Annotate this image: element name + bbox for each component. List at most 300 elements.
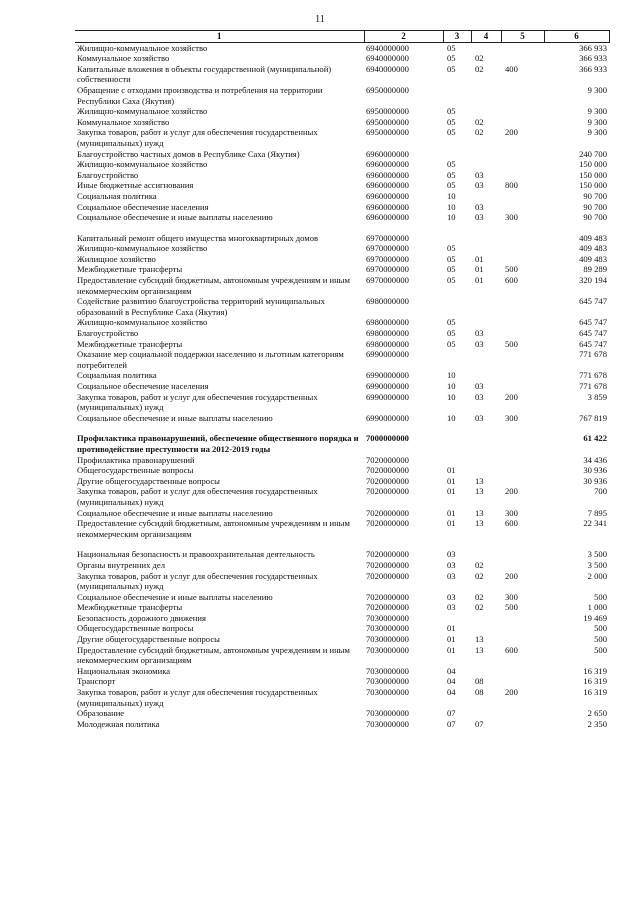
header-col-2: 2 <box>364 31 443 43</box>
row-name: Общегосударственные вопросы <box>77 465 194 476</box>
row-subsection: 01 <box>475 275 484 286</box>
row-section: 05 <box>447 328 456 339</box>
row-name: Жилищно-коммунальное хозяйство <box>77 42 208 53</box>
row-name: Жилищное хозяйство <box>77 253 156 264</box>
row-code: 7020000000 <box>366 591 409 602</box>
row-name: Благоустройство <box>77 169 139 180</box>
row-amount: 409 483 <box>579 243 607 254</box>
row-expense-type <box>501 666 544 677</box>
row-code: 6970000000 <box>366 243 409 254</box>
row-amount: 500 <box>594 623 607 634</box>
row-code: 6980000000 <box>366 317 409 328</box>
row-name: Органы внутренних дел <box>77 559 166 570</box>
table-row <box>75 149 609 160</box>
table-row <box>75 212 609 223</box>
row-expense-type: 200 <box>505 687 518 698</box>
row-section: 10 <box>447 381 456 391</box>
row-name: Общегосударственные вопросы <box>77 623 194 634</box>
row-code: 6960000000 <box>366 159 409 170</box>
row-section: 04 <box>447 665 456 676</box>
table-row <box>75 381 609 392</box>
table-row <box>75 549 609 560</box>
row-section: 05 <box>447 180 456 191</box>
row-section: 04 <box>447 687 456 698</box>
table-row <box>75 117 609 128</box>
row-section: 10 <box>447 212 456 223</box>
row-name: Межбюджетные трансферты <box>77 338 183 349</box>
row-expense-type: 500 <box>505 264 518 275</box>
spacer-cell <box>75 539 609 549</box>
page-number: 11 <box>315 14 325 25</box>
row-section: 05 <box>447 53 456 64</box>
row-section: 05 <box>447 317 456 328</box>
table-row <box>75 518 609 539</box>
row-amount: 409 483 <box>579 253 607 264</box>
row-section: 01 <box>447 644 456 655</box>
row-expense-type <box>501 170 544 181</box>
row-name: Жилищно-коммунальное хозяйство <box>77 159 208 170</box>
row-name: Другие общегосударственные вопросы <box>77 475 220 486</box>
row-code: 6950000000 <box>366 127 409 138</box>
row-code: 7030000000 <box>366 612 409 623</box>
row-subsection: 03 <box>475 328 484 339</box>
row-amount: 61 422 <box>583 433 607 444</box>
row-name: Образование <box>77 708 125 719</box>
table-row <box>75 486 609 507</box>
row-section: 01 <box>447 475 456 486</box>
row-section <box>443 85 471 106</box>
row-amount: 89 289 <box>583 264 607 275</box>
table-row <box>75 708 609 719</box>
row-subsection: 13 <box>475 518 484 529</box>
row-expense-type <box>501 476 544 487</box>
row-expense-type: 200 <box>505 127 518 138</box>
row-amount: 9 300 <box>587 116 607 127</box>
row-amount: 30 936 <box>583 475 607 486</box>
row-subsection: 13 <box>475 507 484 518</box>
row-amount: 16 319 <box>583 676 607 687</box>
row-expense-type <box>501 708 544 719</box>
row-subsection <box>471 296 501 317</box>
row-code: 7020000000 <box>366 507 409 518</box>
row-amount: 771 678 <box>579 370 607 381</box>
row-expense-type: 600 <box>505 644 518 655</box>
table-row <box>75 392 609 413</box>
row-subsection: 13 <box>475 644 484 655</box>
row-section: 03 <box>447 602 456 613</box>
row-name: Социальное обеспечение и иные выплаты населению <box>77 212 273 223</box>
row-code: 7020000000 <box>366 465 409 476</box>
row-amount: 409 483 <box>579 232 607 243</box>
row-amount: 500 <box>594 634 607 645</box>
row-subsection: 03 <box>475 180 484 191</box>
row-section: 05 <box>447 106 456 117</box>
row-amount: 3 500 <box>587 549 607 560</box>
table-row <box>75 433 609 454</box>
row-section: 05 <box>447 275 456 286</box>
row-subsection: 03 <box>475 338 484 349</box>
table-row <box>75 413 609 424</box>
row-section: 01 <box>447 486 456 497</box>
row-code: 7030000000 <box>366 708 409 719</box>
row-amount: 19 469 <box>583 612 607 623</box>
row-section: 05 <box>447 116 456 127</box>
table-row <box>75 592 609 603</box>
row-expense-type: 600 <box>505 518 518 529</box>
spacer-row <box>75 539 609 549</box>
row-expense-type <box>501 455 544 466</box>
row-code: 6960000000 <box>366 201 409 212</box>
row-amount: 700 <box>594 486 607 497</box>
row-amount: 320 194 <box>579 275 607 286</box>
row-subsection: 08 <box>475 687 484 698</box>
row-subsection <box>471 549 501 560</box>
row-amount: 16 319 <box>583 687 607 698</box>
header-row <box>75 31 609 43</box>
row-subsection <box>471 42 501 53</box>
table-row <box>75 602 609 613</box>
table-row <box>75 170 609 181</box>
row-name: Коммунальное хозяйство <box>77 116 170 127</box>
row-section: 05 <box>447 42 456 53</box>
row-code: 6980000000 <box>366 328 409 339</box>
row-subsection: 02 <box>475 116 484 127</box>
row-amount: 2 000 <box>587 570 607 581</box>
row-name: Другие общегосударственные вопросы <box>77 634 220 645</box>
header-col-5: 5 <box>501 31 544 43</box>
row-expense-type: 300 <box>505 212 518 223</box>
row-section: 10 <box>447 370 456 381</box>
spacer-cell <box>75 223 609 233</box>
row-code: 7020000000 <box>366 570 409 581</box>
row-amount: 90 700 <box>583 212 607 223</box>
row-section: 10 <box>447 190 456 201</box>
table-row <box>75 719 609 730</box>
row-amount: 2 350 <box>587 718 607 729</box>
row-amount: 645 747 <box>579 328 607 339</box>
row-code: 6970000000 <box>366 275 409 286</box>
row-code: 6990000000 <box>366 370 409 381</box>
row-subsection: 03 <box>475 201 484 212</box>
row-subsection <box>471 370 501 381</box>
table-row <box>75 623 609 634</box>
row-section: 05 <box>447 127 456 138</box>
row-section: 03 <box>447 591 456 602</box>
row-name: Благоустройство частных домов в Республике Саха (Якутия) <box>77 148 300 159</box>
row-expense-type <box>501 233 544 244</box>
spacer-row <box>75 423 609 433</box>
row-name: Коммунальное хозяйство <box>77 53 170 64</box>
row-name: Профилактика правонарушений <box>77 454 195 465</box>
row-code: 6940000000 <box>366 42 409 53</box>
row-section: 03 <box>447 549 456 560</box>
row-amount: 366 933 <box>579 53 607 64</box>
row-code: 7020000000 <box>366 602 409 613</box>
table-row <box>75 243 609 254</box>
row-subsection <box>471 159 501 170</box>
row-code: 6960000000 <box>366 180 409 191</box>
row-expense-type: 500 <box>505 338 518 349</box>
row-subsection: 03 <box>475 412 484 423</box>
table-row <box>75 254 609 265</box>
table-row <box>75 349 609 370</box>
row-expense-type: 200 <box>505 486 518 497</box>
table-row <box>75 64 609 85</box>
row-expense-type: 300 <box>505 412 518 423</box>
row-code: 7030000000 <box>366 718 409 729</box>
table-row <box>75 180 609 191</box>
row-subsection <box>471 623 501 634</box>
row-expense-type <box>501 634 544 645</box>
row-name: Содействие развитию благоустройства территорий муниципальных образований в Республике Саха (Якутия) <box>77 296 325 317</box>
row-code: 7020000000 <box>366 518 409 529</box>
row-amount: 771 678 <box>579 349 607 360</box>
row-section: 05 <box>447 169 456 180</box>
row-amount: 645 747 <box>579 338 607 349</box>
row-expense-type <box>501 254 544 265</box>
row-section: 05 <box>447 338 456 349</box>
table-row <box>75 202 609 213</box>
table-row <box>75 275 609 296</box>
table-row <box>75 233 609 244</box>
table-row <box>75 264 609 275</box>
row-expense-type: 400 <box>505 63 518 74</box>
row-code: 6940000000 <box>366 53 409 64</box>
row-name: Закупка товаров, работ и услуг для обеспечения государственных (муниципальных) нужд <box>77 687 318 708</box>
row-section: 05 <box>447 159 456 170</box>
table-row <box>75 613 609 624</box>
row-expense-type <box>501 381 544 392</box>
row-subsection: 02 <box>475 63 484 74</box>
row-subsection: 03 <box>475 212 484 223</box>
row-name: Национальная безопасность и правоохранительная деятельность <box>77 549 315 560</box>
row-subsection: 02 <box>475 53 484 64</box>
row-section <box>443 433 471 454</box>
row-subsection: 01 <box>475 264 484 275</box>
row-amount: 366 933 <box>579 63 607 74</box>
table-row <box>75 339 609 350</box>
row-code: 6960000000 <box>366 190 409 201</box>
row-section: 01 <box>447 623 456 634</box>
row-subsection: 03 <box>475 381 484 391</box>
table-row <box>75 508 609 519</box>
row-section: 01 <box>447 634 456 645</box>
row-code: 7020000000 <box>366 475 409 486</box>
row-amount: 150 000 <box>579 180 607 191</box>
row-subsection <box>471 191 501 202</box>
row-section: 04 <box>447 676 456 687</box>
row-name: Социальное обеспечение населения <box>77 201 209 212</box>
row-subsection: 07 <box>475 718 484 729</box>
row-code: 6980000000 <box>366 338 409 349</box>
row-section: 05 <box>447 63 456 74</box>
row-expense-type <box>501 349 544 370</box>
row-subsection <box>471 613 501 624</box>
row-name: Жилищно-коммунальное хозяйство <box>77 317 208 328</box>
spacer-row <box>75 223 609 233</box>
row-name: Закупка товаров, работ и услуг для обеспечения государственных (муниципальных) нужд <box>77 391 318 413</box>
row-amount: 7 895 <box>587 507 607 518</box>
row-subsection: 13 <box>475 634 484 645</box>
row-amount: 9 300 <box>587 84 607 95</box>
row-section <box>443 455 471 466</box>
row-expense-type: 500 <box>505 602 518 613</box>
row-expense-type <box>501 53 544 64</box>
row-code: 7020000000 <box>366 486 409 497</box>
row-subsection <box>471 708 501 719</box>
table-row <box>75 687 609 708</box>
row-amount: 150 000 <box>579 169 607 180</box>
row-name: Жилищно-коммунальное хозяйство <box>77 243 208 254</box>
row-code: 6950000000 <box>366 106 409 117</box>
row-section: 03 <box>447 559 456 570</box>
row-name: Межбюджетные трансферты <box>77 264 183 275</box>
row-expense-type <box>501 296 544 317</box>
row-code: 7020000000 <box>366 454 409 465</box>
row-subsection: 13 <box>475 475 484 486</box>
row-expense-type <box>501 191 544 202</box>
row-section: 05 <box>447 243 456 254</box>
row-expense-type <box>501 560 544 571</box>
table-row <box>75 676 609 687</box>
row-name: Закупка товаров, работ и услуг для обеспечения государственных (муниципальных) нужд <box>77 127 318 148</box>
row-section: 05 <box>447 264 456 275</box>
table-row <box>75 296 609 317</box>
budget-table <box>75 30 610 729</box>
row-amount: 767 819 <box>579 412 607 423</box>
row-expense-type: 200 <box>505 391 518 402</box>
row-name: Иные бюджетные ассигнования <box>77 180 194 191</box>
table-row <box>75 645 609 666</box>
row-amount: 366 933 <box>579 42 607 53</box>
header-col-3: 3 <box>443 31 471 43</box>
table-row <box>75 328 609 339</box>
row-name: Предоставление субсидий бюджетным, автономным учреждениям и иным некоммерческим организациям <box>77 518 350 539</box>
row-amount: 3 500 <box>587 559 607 570</box>
row-expense-type: 800 <box>505 180 518 191</box>
row-subsection <box>471 149 501 160</box>
header-col-4: 4 <box>471 31 501 43</box>
row-name: Капитальный ремонт общего имущества многоквартирных домов <box>77 232 319 243</box>
row-expense-type <box>501 370 544 381</box>
row-amount: 9 300 <box>587 127 607 138</box>
row-expense-type <box>501 613 544 624</box>
row-expense-type <box>501 549 544 560</box>
row-code: 6990000000 <box>366 381 409 391</box>
row-subsection <box>471 85 501 106</box>
row-name: Капитальные вложения в объекты государственной (муниципальной) собственности <box>77 63 332 85</box>
row-expense-type <box>501 328 544 339</box>
table-header <box>75 31 609 43</box>
table-row <box>75 370 609 381</box>
table-row <box>75 42 609 53</box>
row-section: 10 <box>447 391 456 402</box>
row-subsection: 02 <box>475 559 484 570</box>
row-section <box>443 613 471 624</box>
row-amount: 2 650 <box>587 708 607 719</box>
row-code: 7030000000 <box>366 665 409 676</box>
row-code: 6960000000 <box>366 148 409 159</box>
row-code: 6980000000 <box>366 296 409 307</box>
row-section <box>443 149 471 160</box>
row-name: Закупка товаров, работ и услуг для обеспечения государственных (муниципальных) нужд <box>77 486 318 507</box>
row-expense-type: 300 <box>505 591 518 602</box>
row-name: Социальная политика <box>77 370 157 381</box>
header-col-1: 1 <box>75 31 364 43</box>
row-name: Закупка товаров, работ и услуг для обеспечения государственных (муниципальных) нужд <box>77 570 318 592</box>
row-code: 6970000000 <box>366 253 409 264</box>
table-row <box>75 560 609 571</box>
row-name: Межбюджетные трансферты <box>77 602 183 613</box>
row-code: 6970000000 <box>366 264 409 275</box>
row-amount: 1 000 <box>587 602 607 613</box>
table-row <box>75 85 609 106</box>
row-amount: 150 000 <box>579 159 607 170</box>
row-name: Социальное обеспечение и иные выплаты населению <box>77 507 273 518</box>
row-section: 07 <box>447 718 456 729</box>
row-subsection: 03 <box>475 169 484 180</box>
table-row <box>75 666 609 677</box>
row-code: 7000000000 <box>366 433 409 444</box>
row-expense-type: 300 <box>505 507 518 518</box>
row-expense-type <box>501 117 544 128</box>
row-code: 6990000000 <box>366 349 409 360</box>
table-body <box>75 42 609 729</box>
row-expense-type <box>501 623 544 634</box>
row-section: 01 <box>447 518 456 529</box>
row-code: 7030000000 <box>366 644 409 655</box>
row-expense-type <box>501 159 544 170</box>
row-code: 6950000000 <box>366 116 409 127</box>
row-name: Жилищно-коммунальное хозяйство <box>77 106 208 117</box>
row-subsection <box>471 317 501 328</box>
row-amount: 30 936 <box>583 465 607 476</box>
row-code: 6960000000 <box>366 212 409 223</box>
header-col-6: 6 <box>544 31 609 43</box>
table-row <box>75 106 609 117</box>
row-code: 6940000000 <box>366 63 409 74</box>
table-row <box>75 191 609 202</box>
row-name: Социальное обеспечение и иные выплаты населению <box>77 412 273 423</box>
row-amount: 500 <box>594 644 607 655</box>
row-amount: 90 700 <box>583 190 607 201</box>
row-expense-type <box>501 202 544 213</box>
row-code: 7030000000 <box>366 687 409 698</box>
row-amount: 645 747 <box>579 317 607 328</box>
row-code: 7020000000 <box>366 559 409 570</box>
row-subsection: 02 <box>475 591 484 602</box>
row-code: 6990000000 <box>366 412 409 423</box>
row-amount: 9 300 <box>587 106 607 117</box>
row-subsection <box>471 233 501 244</box>
row-subsection <box>471 455 501 466</box>
row-expense-type <box>501 243 544 254</box>
spacer-cell <box>75 423 609 433</box>
row-code: 6950000000 <box>366 84 409 95</box>
row-name: Обращение с отходами производства и потребления на территории Республики Саха (Якутия) <box>77 84 323 106</box>
table-row <box>75 571 609 592</box>
row-amount: 34 436 <box>583 454 607 465</box>
row-code: 7030000000 <box>366 634 409 645</box>
row-code: 6960000000 <box>366 169 409 180</box>
row-expense-type <box>501 149 544 160</box>
row-expense-type <box>501 85 544 106</box>
table-row <box>75 53 609 64</box>
row-subsection <box>471 666 501 677</box>
row-name: Предоставление субсидий бюджетным, автономным учреждениям и иным некоммерческим организациям <box>77 275 350 296</box>
row-name: Молодежная политика <box>77 718 160 729</box>
row-amount: 3 859 <box>587 391 607 402</box>
